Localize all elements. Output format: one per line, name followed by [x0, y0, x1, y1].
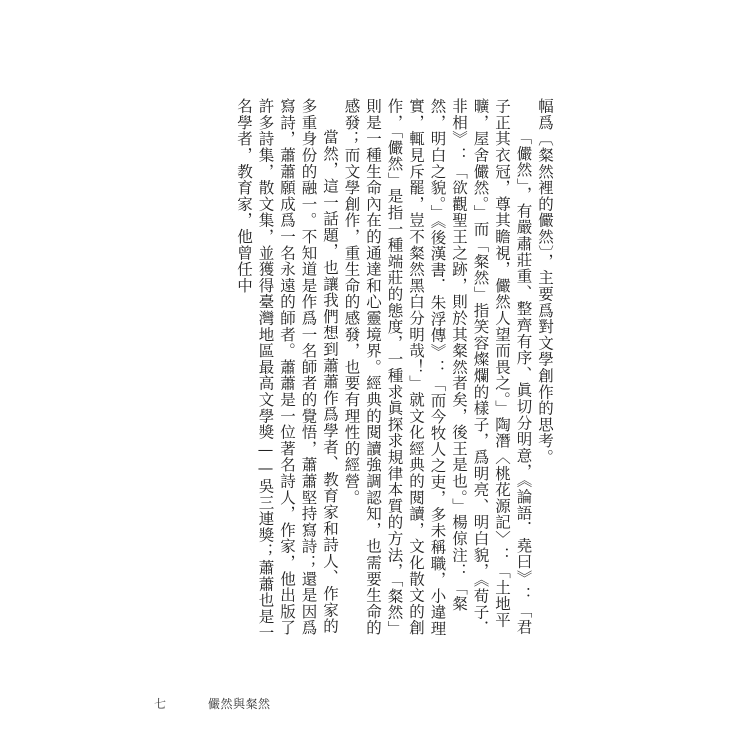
vertical-text-body [235, 98, 555, 643]
paragraph-xiaoxiao: 當然，這一話題，也讓我們想到蕭蕭作爲學者、教育家和詩人、作家的多重身份的融一。不知道是作爲一名師者的覺悟，蕭蕭堅持寫詩；還是因爲寫詩，蕭蕭願成爲一名永遠的師者。蕭蕭是一位著名詩人，作家，他出版了許多詩集，散文集，並獲得臺灣地區最高文學獎——吳三連獎；蕭蕭也是一名學者，教育家，他曾任中 [235, 98, 339, 641]
paragraph-yanran-canran: 「儼然」，有嚴肅莊重、整齊有序、眞切分明意，《論語．堯曰》：「君子正其衣冠，尊其瞻視，儼然人望而畏之。」陶潛〈桃花源記〉：「土地平曠，屋舍儼然。」而「粲然」指笑容燦爛的樣子，爲明亮、明白貌，《荀子．非相》：「欲觀聖王之跡，則於其粲然者矣，後王是也。」楊倞注：「粲然，明白之貌。」《後漢書．朱浮傳》：「而今牧人之吏，多未稱職，小違理實，輒見斥罷，豈不粲然黑白分明哉！」就文化經典的閱讀，文化散文的創作，「儼然」是指一種端莊的態度，一種求眞探求規律本質的方法，「粲然」則是一種生命內在的通達和心靈境界。經典的閱讀強調認知，也需要生命的感發；而文學創作，重生命的感發，也要有理性的經營。 [342, 98, 533, 637]
paragraph-continuation: 幅爲〔粲然裡的儼然〕，主要爲對文學創作的思考。 [536, 98, 554, 466]
page-number: 七 [154, 697, 167, 711]
running-title: 儼然與粲然 [208, 697, 271, 711]
